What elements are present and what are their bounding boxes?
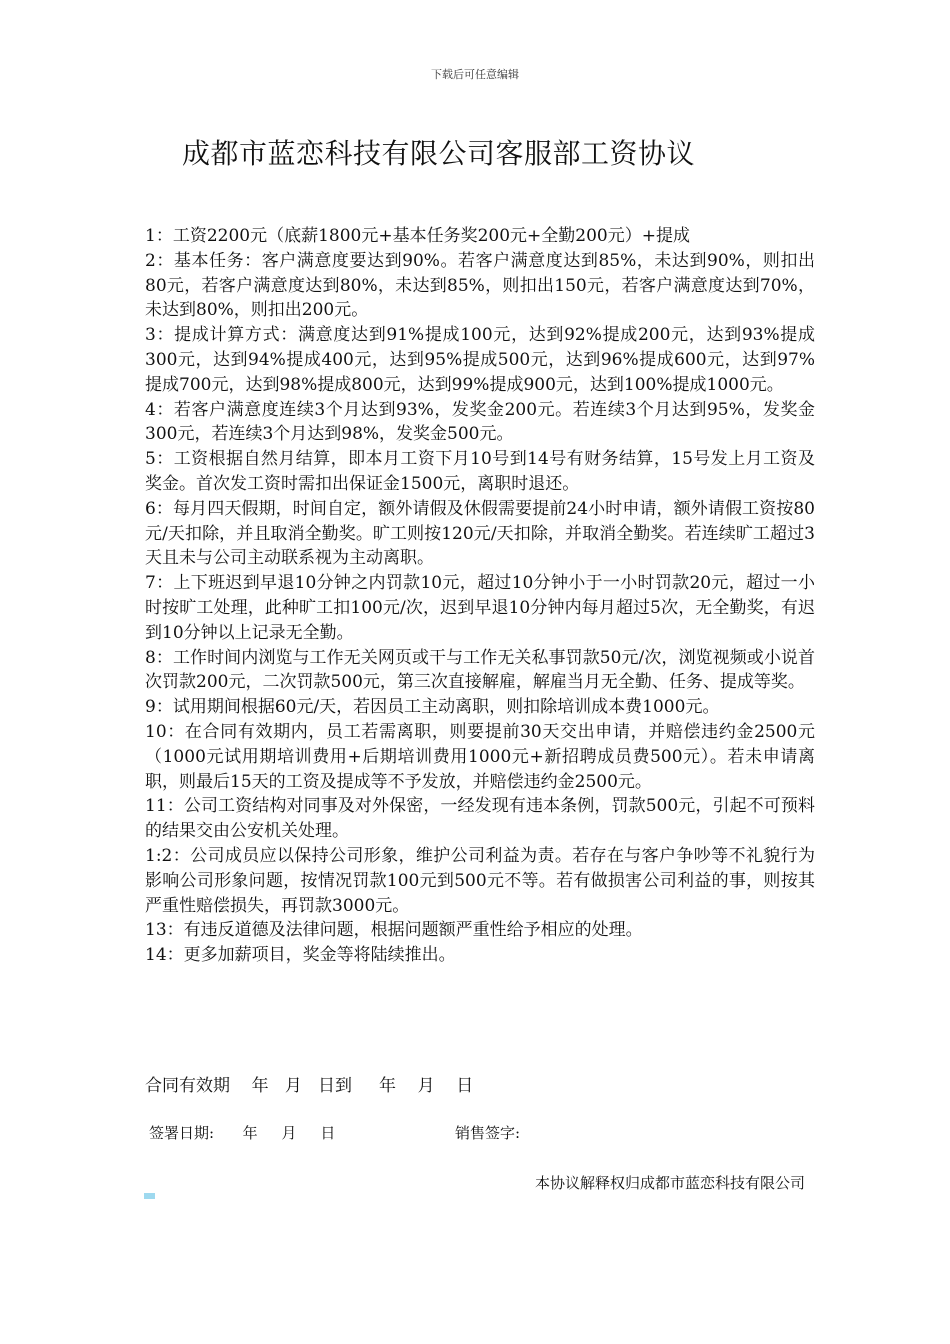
clause-2: 2：基本任务：客户满意度要达到90%。若客户满意度达到85%，未达到90%，则扣出80元，若客户满意度达到80%，未达到85%，则扣出150元，若客户满意度达到70%，未达到80%，则扣出200元。 — [145, 250, 815, 321]
clause-5: 5：工资根据自然月结算，即本月工资下月10号到14号有财务结算，15号发上月工资及奖金。首次发工资时需扣出保证金1500元，离职时退还。 — [145, 449, 815, 494]
document-title: 成都市蓝恋科技有限公司客服部工资协议 — [182, 137, 696, 170]
clause-1: 1：工资2200元（底薪1800元+基本任务奖200元+全勤200元）+提成 — [145, 226, 690, 246]
clause-list — [145, 224, 815, 968]
margin-marker — [144, 1193, 155, 1199]
sales-signature-line: 销售签字: — [455, 1124, 521, 1142]
clause-12: 1:2：公司成员应以保持公司形象，维护公司利益为责。若存在与客户争吵等不礼貌行为影响公司形象问题，按情况罚款100元到500元不等。若有做损害公司利益的事，则按其严重性赔偿损失，再罚款3000元。 — [145, 845, 815, 916]
clause-13: 13：有违反道德及法律问题，根据问题额严重性给予相应的处理。 — [145, 920, 643, 941]
clause-4: 4：若客户满意度连续3个月达到93%，发奖金200元。若连续3个月达到95%，发奖金300元，若连续3个月达到98%，发奖金500元。 — [145, 399, 815, 445]
clause-10: 10：在合同有效期内，员工若需离职，则要提前30天交出申请，并赔偿违约金2500元（1000元试用期培训费用+后期培训费用1000元+新招聘成员费500元）。若未申请离职，则最后15天的工资及提成等不予发放，并赔偿违约金2500元。 — [145, 721, 815, 792]
clause-7: 7：上下班迟到早退10分钟之内罚款10元，超过10分钟小于一小时罚款20元，超过一小时按旷工处理，此种旷工扣100元/次，迟到早退10分钟内每月超过5次，无全勤奖，有迟到10分钟以上记录无全勤。 — [145, 573, 815, 643]
interpretation-rights-note: 本协议解释权归成都市蓝恋科技有限公司 — [534, 1174, 805, 1192]
clause-11: 11：公司工资结构对同事及对外保密，一经发现有违本条例，罚款500元，引起不可预料的结果交由公安机关处理。 — [145, 796, 815, 842]
contract-validity-line: 合同有效期 年 月 日到 年 月 日 — [145, 1076, 474, 1096]
header-note: 下载后可任意编辑 — [431, 68, 519, 81]
clause-8: 8：工作时间内浏览与工作无关网页或干与工作无关私事罚款50元/次，浏览视频或小说首次罚款200元，二次罚款500元，第三次直接解雇，解雇当月无全勤、任务、提成等奖。 — [145, 647, 815, 693]
clause-6: 6：每月四天假期，时间自定，额外请假及休假需要提前24小时申请，额外请假工资按80元/天扣除，并且取消全勤奖。旷工则按120元/天扣除，并取消全勤奖。若连续旷工超过3天且未与公司主动联系视为主动离职。 — [145, 498, 815, 569]
signing-date-line: 签署日期: 年 月 日 — [149, 1124, 336, 1142]
clause-14: 14：更多加薪项目，奖金等将陆续推出。 — [145, 945, 456, 966]
clause-9: 9：试用期间根据60元/天，若因员工主动离职，则扣除培训成本费1000元。 — [145, 697, 720, 718]
clause-3: 3：提成计算方式：满意度达到91%提成100元，达到92%提成200元，达到93%提成300元，达到94%提成400元，达到95%提成500元，达到96%提成600元，达到97%提成700元，达到98%提成800元，达到99%提成900元，达到100%提成1000元。 — [145, 325, 815, 395]
